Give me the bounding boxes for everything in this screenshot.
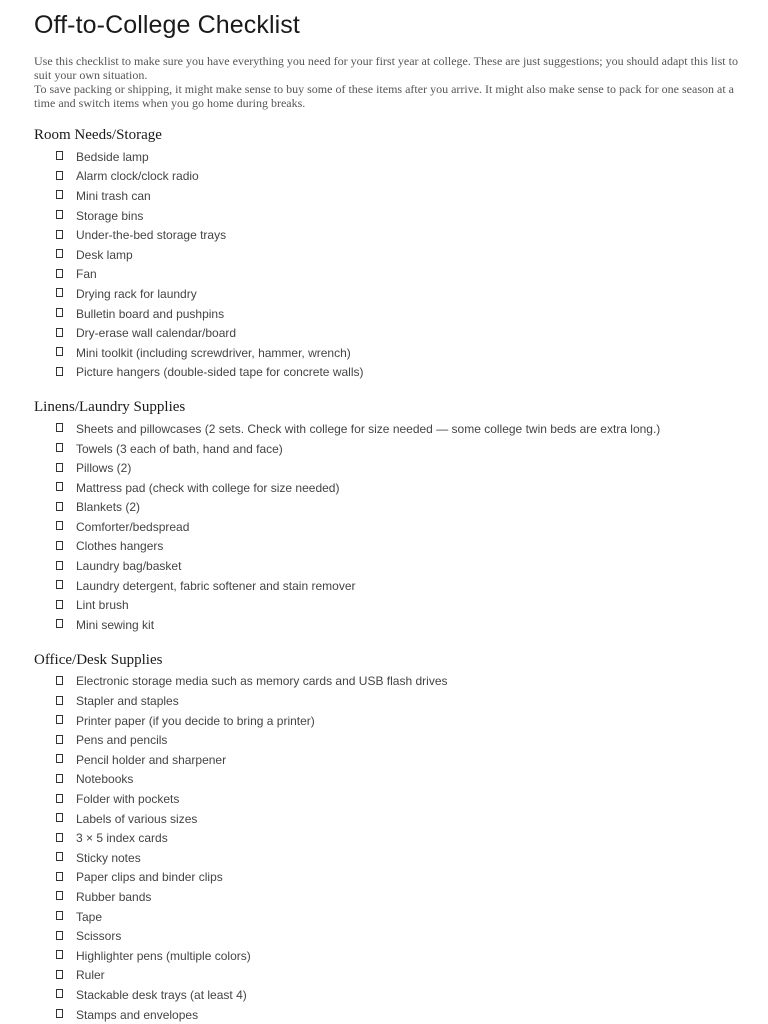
checkbox-icon[interactable] — [56, 230, 63, 239]
item-label: Sheets and pillowcases (2 sets. Check with college for size needed — some college twin beds are extra long.) — [76, 421, 661, 436]
item-label: Mattress pad (check with college for size needed) — [76, 480, 340, 495]
item-label: Rubber bands — [76, 889, 152, 904]
checklist-item[interactable] — [56, 304, 758, 324]
item-label: Drying rack for laundry — [76, 286, 197, 301]
checklist-item[interactable] — [56, 1005, 758, 1024]
checklist-item[interactable] — [56, 985, 758, 1005]
checklist-item[interactable] — [56, 517, 758, 537]
checklist-item[interactable] — [56, 615, 758, 635]
checklist-item[interactable] — [56, 809, 758, 829]
checkbox-icon[interactable] — [56, 443, 63, 452]
checkbox-icon[interactable] — [56, 911, 63, 920]
checkbox-icon[interactable] — [56, 715, 63, 724]
checklist-item[interactable] — [56, 887, 758, 907]
checkbox-icon[interactable] — [56, 989, 63, 998]
checklist-item[interactable] — [56, 730, 758, 750]
item-label: Ruler — [76, 968, 105, 983]
checklist — [34, 419, 758, 635]
checklist-item[interactable] — [56, 439, 758, 459]
item-label: Mini sewing kit — [76, 617, 155, 632]
checkbox-icon[interactable] — [56, 308, 63, 317]
item-label: Tape — [76, 909, 103, 924]
checklist-item[interactable] — [56, 147, 758, 167]
checklist-item[interactable] — [56, 789, 758, 809]
checklist-item[interactable] — [56, 828, 758, 848]
checkbox-icon[interactable] — [56, 482, 63, 491]
item-label: Mini trash can — [76, 188, 151, 203]
item-label: Under-the-bed storage trays — [76, 228, 227, 243]
checklist-item[interactable] — [56, 363, 758, 383]
checklist-item[interactable] — [56, 691, 758, 711]
checkbox-icon[interactable] — [56, 1009, 63, 1018]
item-label: Pillows (2) — [76, 461, 132, 476]
checklist-item[interactable] — [56, 284, 758, 304]
item-label: Scissors — [76, 929, 122, 944]
checkbox-icon[interactable] — [56, 794, 63, 803]
checkbox-icon[interactable] — [56, 852, 63, 861]
checkbox-icon[interactable] — [56, 754, 63, 763]
checkbox-icon[interactable] — [56, 151, 63, 160]
checkbox-icon[interactable] — [56, 423, 63, 432]
item-label: Clothes hangers — [76, 539, 164, 554]
checkbox-icon[interactable] — [56, 931, 63, 940]
checklist-item[interactable] — [56, 186, 758, 206]
checklist-item[interactable] — [56, 750, 758, 770]
checkbox-icon[interactable] — [56, 171, 63, 180]
item-label: Blankets (2) — [76, 500, 141, 515]
item-label: Pens and pencils — [76, 733, 168, 748]
item-label: Pencil holder and sharpener — [76, 752, 227, 767]
checkbox-icon[interactable] — [56, 269, 63, 278]
checkbox-icon[interactable] — [56, 210, 63, 219]
checkbox-icon[interactable] — [56, 950, 63, 959]
item-label: Lint brush — [76, 598, 129, 613]
checklist-item[interactable] — [56, 265, 758, 285]
checklist-item[interactable] — [56, 343, 758, 363]
checkbox-icon[interactable] — [56, 970, 63, 979]
checklist-item[interactable] — [56, 770, 758, 790]
checkbox-icon[interactable] — [56, 541, 63, 550]
checkbox-icon[interactable] — [56, 190, 63, 199]
page-title: Off-to-College Checklist — [34, 11, 300, 39]
section-linens-laundry — [34, 398, 758, 635]
checkbox-icon[interactable] — [56, 347, 63, 356]
checklist-item[interactable] — [56, 537, 758, 557]
item-label: Mini toolkit (including screwdriver, hammer, wrench) — [76, 345, 351, 360]
checkbox-icon[interactable] — [56, 561, 63, 570]
checkbox-icon[interactable] — [56, 328, 63, 337]
item-label: Towels (3 each of bath, hand and face) — [76, 441, 283, 456]
checklist-item[interactable] — [56, 167, 758, 187]
checklist-page — [34, 10, 758, 1024]
checkbox-icon[interactable] — [56, 580, 63, 589]
section-heading: Office/Desk Supplies — [34, 651, 163, 668]
checklist-item[interactable] — [56, 848, 758, 868]
checkbox-icon[interactable] — [56, 833, 63, 842]
item-label: Bedside lamp — [76, 149, 149, 164]
checkbox-icon[interactable] — [56, 249, 63, 258]
section-room-needs — [34, 126, 758, 382]
checklist-item[interactable] — [56, 868, 758, 888]
item-label: Notebooks — [76, 772, 134, 787]
checkbox-icon[interactable] — [56, 735, 63, 744]
checklist-item[interactable] — [56, 458, 758, 478]
section-office-desk — [34, 651, 758, 1024]
item-label: 3 × 5 index cards — [76, 831, 168, 846]
intro-paragraph-1: Use this checklist to make sure you have everything you need for your first year at college. These are just suggestions; you should adapt this list to suit your own situation. — [34, 54, 738, 82]
checkbox-icon[interactable] — [56, 619, 63, 628]
checklist-item[interactable] — [56, 478, 758, 498]
item-label: Printer paper (if you decide to bring a printer) — [76, 713, 315, 728]
item-label: Storage bins — [76, 208, 144, 223]
item-label: Comforter/bedspread — [76, 519, 190, 534]
item-label: Bulletin board and pushpins — [76, 306, 225, 321]
checkbox-icon[interactable] — [56, 676, 63, 685]
item-label: Electronic storage media such as memory cards and USB flash drives — [76, 674, 448, 689]
checklist-item[interactable] — [56, 672, 758, 692]
checkbox-icon[interactable] — [56, 872, 63, 881]
checklist-item[interactable] — [56, 225, 758, 245]
item-label: Paper clips and binder clips — [76, 870, 223, 885]
item-label: Laundry bag/basket — [76, 559, 182, 574]
item-label: Labels of various sizes — [76, 811, 198, 826]
intro-paragraph-2: To save packing or shipping, it might make sense to buy some of these items after you arrive. It might also make sense to pack for one season at a time and switch items when you go home during breaks. — [34, 82, 734, 110]
checklist-item[interactable] — [56, 966, 758, 986]
item-label: Alarm clock/clock radio — [76, 169, 199, 184]
checkbox-icon[interactable] — [56, 521, 63, 530]
checklist-item[interactable] — [56, 711, 758, 731]
checklist-item[interactable] — [56, 576, 758, 596]
checklist-item[interactable] — [56, 907, 758, 927]
item-label: Highlighter pens (multiple colors) — [76, 948, 251, 963]
checkbox-icon[interactable] — [56, 600, 63, 609]
checkbox-icon[interactable] — [56, 367, 63, 376]
checklist — [34, 672, 758, 1024]
item-label: Desk lamp — [76, 247, 133, 262]
checklist-item[interactable] — [56, 595, 758, 615]
checklist-item[interactable] — [56, 498, 758, 518]
item-label: Picture hangers (double-sided tape for concrete walls) — [76, 365, 364, 380]
checkbox-icon[interactable] — [56, 288, 63, 297]
checklist — [34, 147, 758, 382]
checkbox-icon[interactable] — [56, 891, 63, 900]
item-label: Stackable desk trays (at least 4) — [76, 987, 247, 1002]
item-label: Folder with pockets — [76, 792, 180, 807]
checklist-item[interactable] — [56, 556, 758, 576]
section-heading: Linens/Laundry Supplies — [34, 399, 186, 416]
checklist-item[interactable] — [56, 206, 758, 226]
item-label: Stamps and envelopes — [76, 1007, 199, 1022]
item-label: Sticky notes — [76, 850, 141, 865]
checkbox-icon[interactable] — [56, 502, 63, 511]
checkbox-icon[interactable] — [56, 813, 63, 822]
checkbox-icon[interactable] — [56, 463, 63, 472]
checkbox-icon[interactable] — [56, 774, 63, 783]
checklist-item[interactable] — [56, 419, 758, 439]
item-label: Laundry detergent, fabric softener and stain remover — [76, 578, 356, 593]
checklist-item[interactable] — [56, 245, 758, 265]
item-label: Stapler and staples — [76, 694, 179, 709]
intro-text — [34, 54, 758, 110]
checklist-item[interactable] — [56, 926, 758, 946]
item-label: Dry-erase wall calendar/board — [76, 326, 237, 341]
checklist-item[interactable] — [56, 323, 758, 343]
section-heading: Room Needs/Storage — [34, 127, 162, 143]
checkbox-icon[interactable] — [56, 696, 63, 705]
checklist-item[interactable] — [56, 946, 758, 966]
item-label: Fan — [76, 267, 97, 282]
